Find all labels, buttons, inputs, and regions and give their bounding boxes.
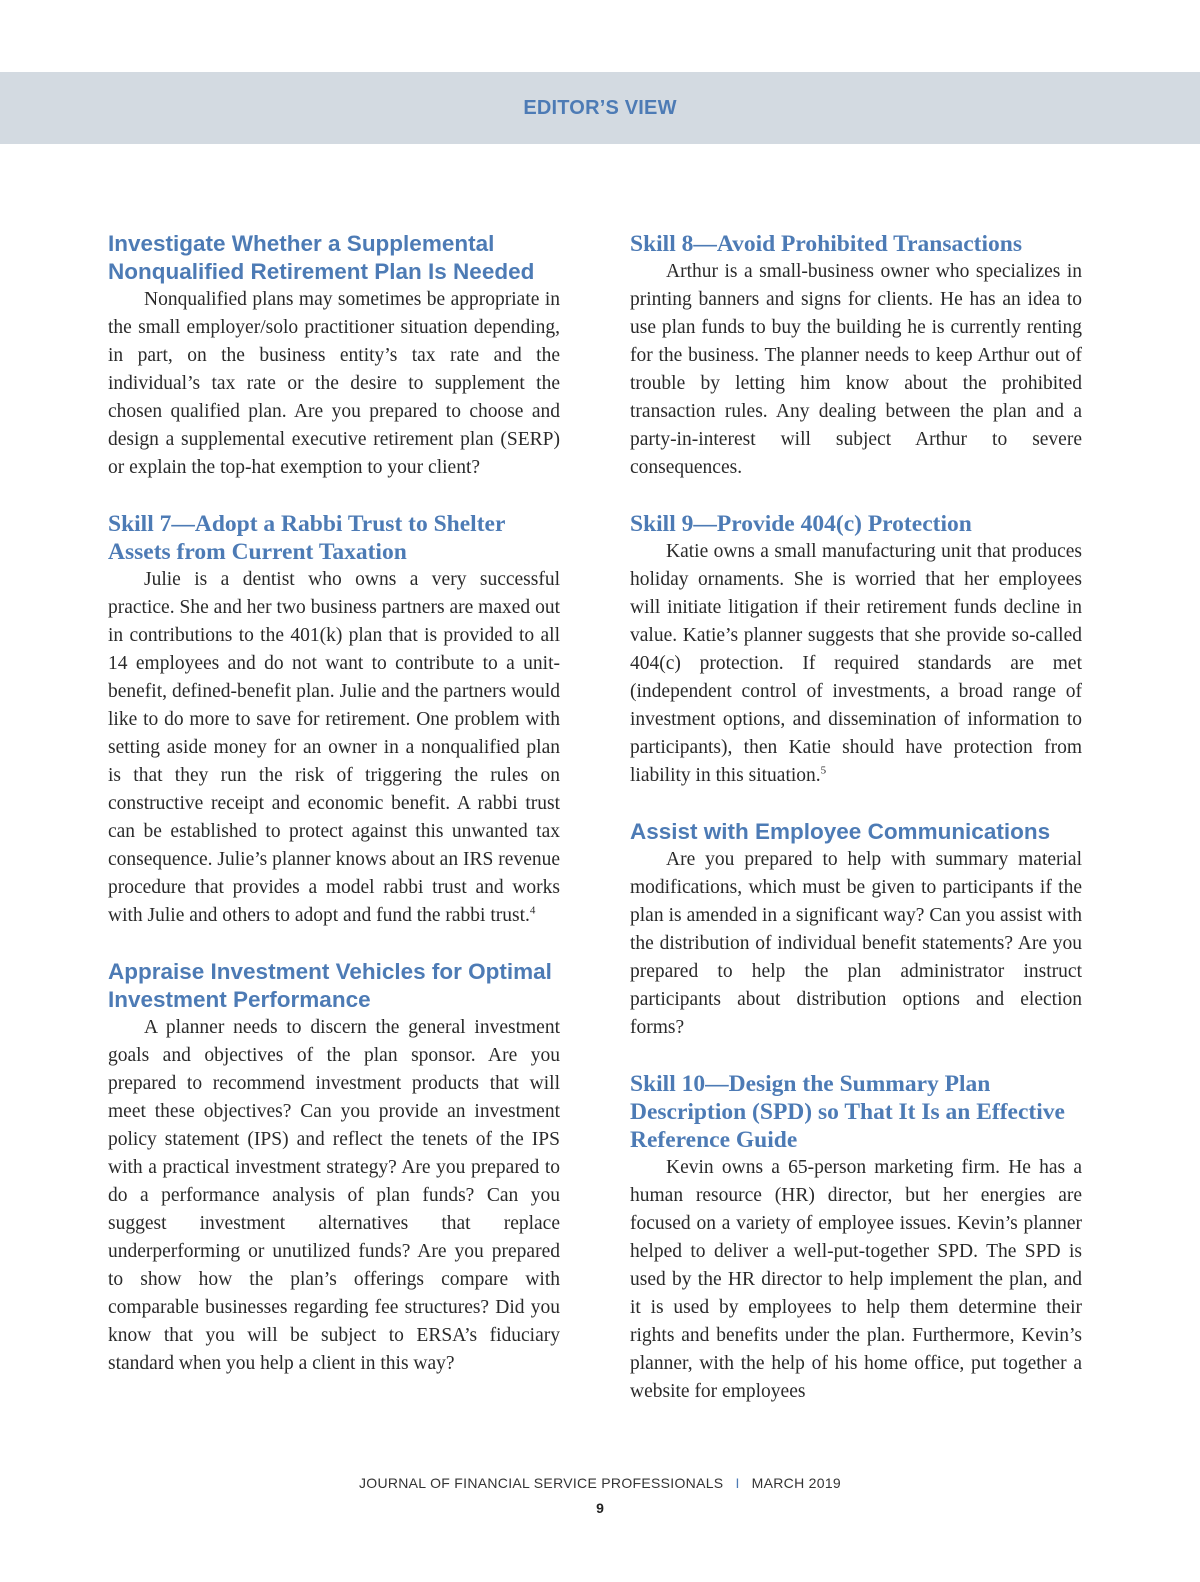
section-heading-skill-8: Skill 8—Avoid Prohibited Transactions bbox=[630, 231, 1022, 257]
footer-separator: I bbox=[735, 1475, 740, 1491]
left-column bbox=[108, 230, 560, 1378]
page-number: 9 bbox=[596, 1500, 604, 1516]
section-heading-skill-10: Skill 10—Design the Summary Plan Description (SPD) so That It Is an Effective Reference Guide bbox=[630, 1071, 1065, 1153]
footer-issue-date: MARCH 2019 bbox=[751, 1475, 842, 1491]
footer-journal-name: JOURNAL OF FINANCIAL SERVICE PROFESSIONALS bbox=[358, 1475, 724, 1491]
footnote-marker-4: 4 bbox=[529, 904, 536, 917]
section-heading-investment-vehicles: Appraise Investment Vehicles for Optimal Investment Performance bbox=[108, 959, 552, 1012]
section-body-employee-communications: Are you prepared to help with summary material modifications, which must be given to participants if the plan is amended in a significant way? Can you assist with the distribution of individual benefit statements? Are you prepared to help the plan administrator instruct participants about distribution options and election forms? bbox=[630, 849, 1082, 1038]
section-heading-employee-communications: Assist with Employee Communications bbox=[630, 819, 1051, 844]
section-body-nonqualified-plan: Nonqualified plans may sometimes be appropriate in the small employer/solo practitioner situation depending, in part, on the business entity’s tax rate and the individual’s tax rate or the desire to supplement the chosen qualified plan. Are you prepared to choose and design a supplemental executive retirement plan (SERP) or explain the top-hat exemption to your client? bbox=[108, 289, 560, 478]
skill-7-body-text: Julie is a dentist who owns a very successful practice. She and her two business partners are maxed out in contributions to the 401(k) plan that is provided to all 14 employees and do not want to contribute to a unit-benefit, defined-benefit plan. Julie and the partners would like to do more to save for retirement. One problem with setting aside money for an owner in a nonqualified plan is that they run the risk of triggering the rules on constructive receipt and economic benefit. A rabbi trust can be established to protect against this unwanted tax consequence. Julie’s planner knows about an IRS revenue procedure that provides a model rabbi trust and works with Julie and others to adopt and fund the rabbi trust. bbox=[108, 569, 560, 926]
footer-journal-line bbox=[0, 1475, 1200, 1491]
section-heading-skill-7: Skill 7—Adopt a Rabbi Trust to Shelter Assets from Current Taxation bbox=[108, 511, 505, 565]
section-title: EDITOR’S VIEW bbox=[523, 97, 677, 119]
right-column bbox=[630, 230, 1082, 1406]
section-heading-skill-9: Skill 9—Provide 404(c) Protection bbox=[630, 511, 972, 537]
footnote-marker-5: 5 bbox=[820, 764, 827, 777]
section-body-skill-10: Kevin owns a 65-person marketing firm. He has a human resource (HR) director, but her energies are focused on a variety of employee issues. Kevin’s planner helped to deliver a well-put-together SPD. The SPD is used by the HR director to help implement the plan, and it is used by employees to help them determine their rights and benefits under the plan. Furthermore, Kevin’s planner, with the help of his home office, put together a website for employees bbox=[630, 1157, 1082, 1402]
section-heading-nonqualified-plan: Investigate Whether a Supplemental Nonqualified Retirement Plan Is Needed bbox=[108, 231, 535, 284]
section-body-skill-9 bbox=[630, 538, 1082, 790]
skill-9-body-text: Katie owns a small manufacturing unit that produces holiday ornaments. She is worried that her employees will initiate litigation if their retirement funds decline in value. Katie’s planner suggests that she provide so-called 404(c) protection. If required standards are met (independent control of investments, a broad range of investment options, and dissemination of information to participants), then Katie should have protection from liability in this situation. bbox=[630, 541, 1082, 786]
section-body-skill-7 bbox=[108, 566, 560, 930]
section-body-investment-vehicles: A planner needs to discern the general investment goals and objectives of the plan sponsor. Are you prepared to recommend investment products that will meet these objectives? Can you provide an investment policy statement (IPS) and reflect the tenets of the IPS with a practical investment strategy? Are you prepared to do a performance analysis of plan funds? Can you suggest investment alternatives that replace underperforming or unutilized funds? Are you prepared to show how the plan’s offerings compare with comparable businesses regarding fee structures? Did you know that you will be subject to ERSA’s fiduciary standard when you help a client in this way? bbox=[108, 1017, 560, 1374]
section-body-skill-8: Arthur is a small-business owner who specializes in printing banners and signs for clients. He has an idea to use plan funds to buy the building he is currently renting for the business. The planner needs to keep Arthur out of trouble by letting him know about the prohibited transaction rules. Any dealing between the plan and a party-in-interest will subject Arthur to severe consequences. bbox=[630, 261, 1082, 478]
